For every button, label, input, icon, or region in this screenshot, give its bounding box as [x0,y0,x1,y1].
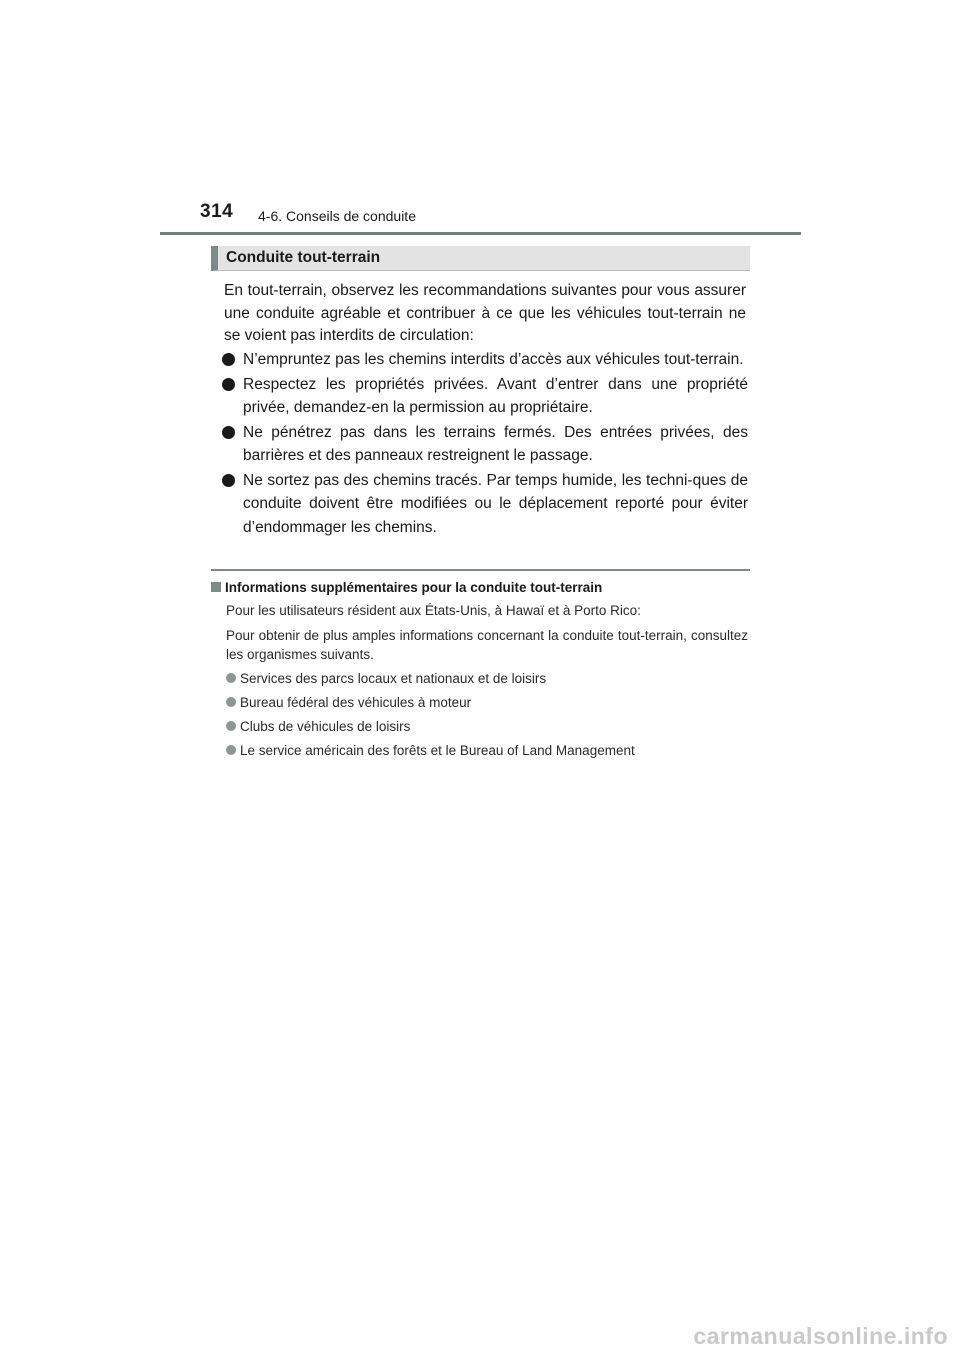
bullet-icon [226,721,236,731]
bullet-icon [226,673,236,683]
organization-list [226,670,748,766]
bullet-icon [222,474,235,487]
section-title-bar [211,246,750,271]
list-item [222,348,748,372]
list-item-text: Le service américain des forêts et le Bureau of Land Management [240,743,635,758]
list-item-text: Ne sortez pas des chemins tracés. Par temps humide, les techni-ques de conduite doivent être modifiées ou le déplacement reporté pour éviter d’endommager les chemins. [243,471,748,536]
page-number: 314 [200,201,234,222]
info-heading-text: Informations supplémentaires pour la conduite tout-terrain [225,580,603,595]
square-bullet-icon [211,582,221,592]
list-item-text: N’empruntez pas les chemins interdits d’accès aux véhicules tout-terrain. [243,351,744,368]
list-item [226,694,748,718]
box-bottom-divider [211,569,750,571]
bullet-icon [222,353,235,366]
list-item-text: Bureau fédéral des véhicules à moteur [240,695,472,710]
bullet-icon [226,745,236,755]
section-title: Conduite tout-terrain [226,249,381,266]
list-item-text: Respectez les propriétés privées. Avant d’entrer dans une propriété privée, demandez-en la permission au propriétaire. [243,375,748,416]
list-item-text: Ne pénétrez pas dans les terrains fermés. Des entrées privées, des barrières et des panneaux restreignent le passage. [243,423,748,464]
section-reference: 4-6. Conseils de conduite [258,208,416,224]
recommendation-list [222,348,748,540]
list-item [222,421,748,468]
header-divider [160,232,801,235]
info-paragraph-2: Pour obtenir de plus amples informations concernant la conduite tout-terrain, consultez les organismes suivants. [226,628,748,662]
watermark: carmanualsonline.info [693,1323,948,1349]
bullet-icon [222,426,235,439]
bullet-icon [222,378,235,391]
list-item [226,742,748,766]
info-heading [211,580,602,595]
info-paragraph-1: Pour les utilisateurs résident aux États-Unis, à Hawaï et à Porto Rico: [226,603,641,618]
list-item-text: Clubs de véhicules de loisirs [240,719,411,734]
list-item [226,718,748,742]
intro-paragraph: En tout-terrain, observez les recommandations suivantes pour vous assurer une conduite agréable et contribuer à ce que les véhicules tout-terrain ne se voient pas interdits de circulation: [224,282,746,345]
list-item [222,469,748,540]
list-item-text: Services des parcs locaux et nationaux et de loisirs [240,671,547,686]
list-item [222,373,748,420]
list-item [226,670,748,694]
bullet-icon [226,697,236,707]
